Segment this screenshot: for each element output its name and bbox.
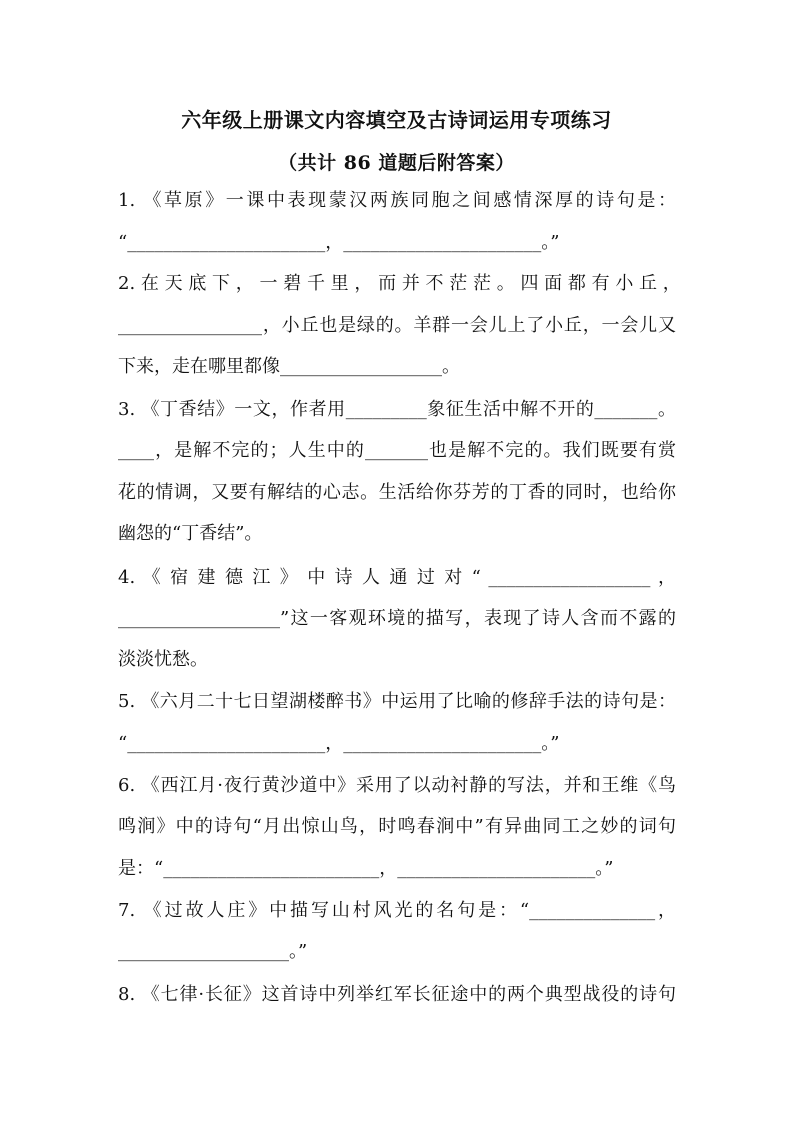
text-line: 4. 《 宿 建 德 江 》 中 诗 人 通 过 对 “ __________________ ， — [118, 567, 676, 588]
text-line: 5. 《六月二十七日望湖楼醉书》中运用了比喻的修辞手法的诗句是： — [118, 691, 676, 712]
text-line: 淡淡忧愁。 — [118, 649, 208, 670]
page-subtitle: （共计 86 道题后附答案） — [278, 152, 515, 174]
text-line: __________________”这一客观环境的描写，表现了诗人含而不露的 — [118, 608, 676, 629]
text-line: 幽怨的“丁香结”。 — [118, 523, 263, 544]
page-title: 六年级上册课文内容填空及古诗词运用专项练习 — [181, 108, 612, 132]
text-line: 8. 《七律·长征》这首诗中列举红军长征途中的两个典型战役的诗句 — [118, 984, 676, 1005]
text-line: 7. 《过故人庄》中描写山村风光的名句是：“______________， — [118, 900, 676, 921]
text-line: 是：“________________________，______________________。” — [118, 858, 614, 879]
text-line: “______________________，______________________。” — [118, 232, 560, 253]
text-line: 下来，走在哪里都像__________________。 — [118, 356, 460, 377]
text-line: 花的情调，又要有解结的心志。生活给你芬芳的丁香的同时，也给你 — [118, 482, 676, 503]
text-line: 鸣涧》中的诗句“月出惊山鸟，时鸣春涧中”有异曲同工之妙的词句 — [118, 816, 676, 837]
text-line: 2. 在 天 底 下 ， 一 碧 千 里 ， 而 并 不 茫 茫 。 四 面 都 有 小 丘 ， — [118, 273, 681, 294]
text-line: 1. 《草原》一课中表现蒙汉两族同胞之间感情深厚的诗句是： — [118, 190, 676, 211]
text-line: 6. 《西江月·夜行黄沙道中》采用了以动衬静的写法，并和王维《鸟 — [118, 775, 676, 796]
text-line: ___________________。” — [118, 941, 308, 962]
text-line: 3. 《丁香结》一文，作者用_________象征生活中解不开的_______。 — [118, 399, 676, 420]
text-line: “______________________，______________________。” — [118, 733, 560, 754]
text-line: ____，是解不完的；人生中的_______也是解不完的。我们既要有赏 — [118, 440, 676, 461]
text-line: ________________，小丘也是绿的。羊群一会儿上了小丘，一会儿又 — [118, 315, 676, 336]
